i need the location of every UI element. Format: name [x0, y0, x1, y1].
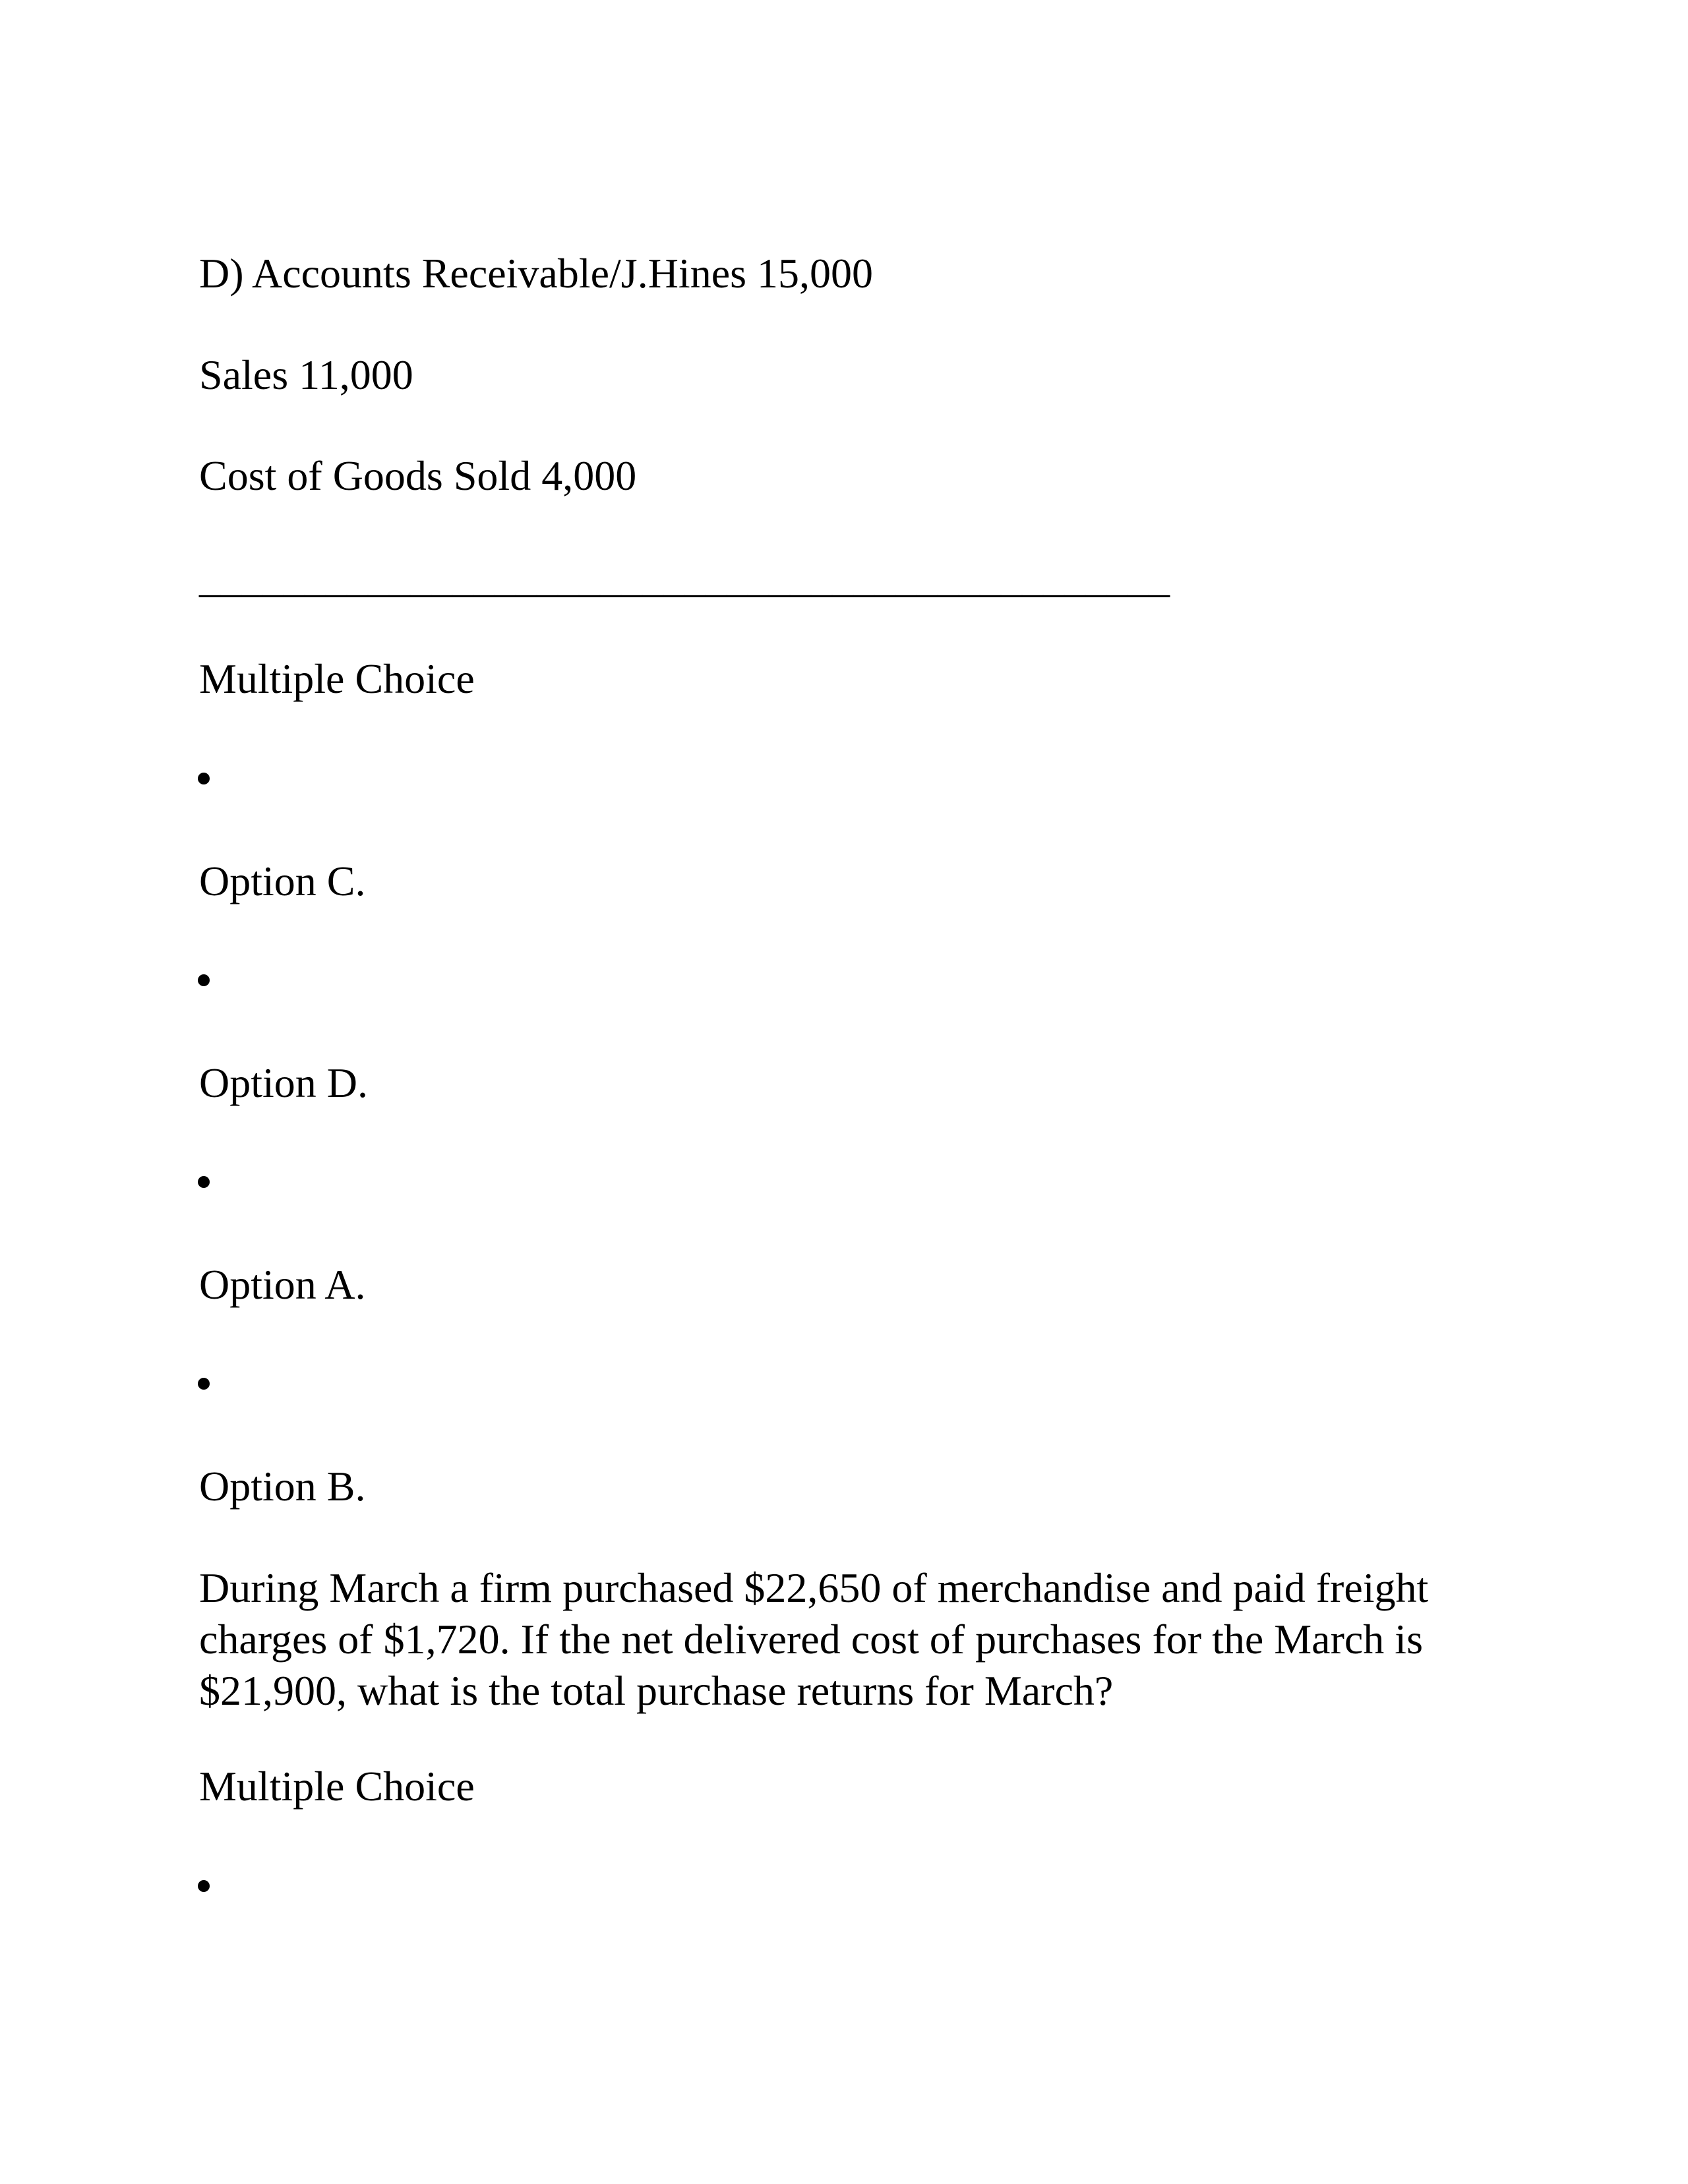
multiple-choice-heading-2: Multiple Choice: [199, 1763, 475, 1810]
option-label: Option D.: [199, 1059, 368, 1106]
multiple-choice-heading: Multiple Choice: [199, 655, 475, 702]
bullet-icon: [198, 1176, 210, 1188]
question-text: [199, 1562, 1518, 1717]
entry-line-accounts-receivable: D) Accounts Receivable/J.Hines 15,000: [199, 250, 873, 297]
bullet-icon: [198, 1378, 210, 1390]
question-line: During March a firm purchased $22,650 of merchandise and paid freight: [199, 1564, 1429, 1611]
bullet-icon: [198, 773, 210, 784]
entry-line-sales: Sales 11,000: [199, 351, 413, 398]
question-line: charges of $1,720. If the net delivered cost of purchases for the March is: [199, 1616, 1423, 1663]
option-label: Option A.: [199, 1261, 366, 1308]
option-label: Option B.: [199, 1463, 366, 1510]
bullet-icon: [198, 1880, 210, 1892]
separator-line: ______________________________________________: [199, 554, 1170, 601]
bullet-icon: [198, 974, 210, 986]
question-line: $21,900, what is the total purchase returns for March?: [199, 1667, 1114, 1714]
entry-line-cogs: Cost of Goods Sold 4,000: [199, 452, 637, 499]
option-label: Option C.: [199, 858, 366, 904]
